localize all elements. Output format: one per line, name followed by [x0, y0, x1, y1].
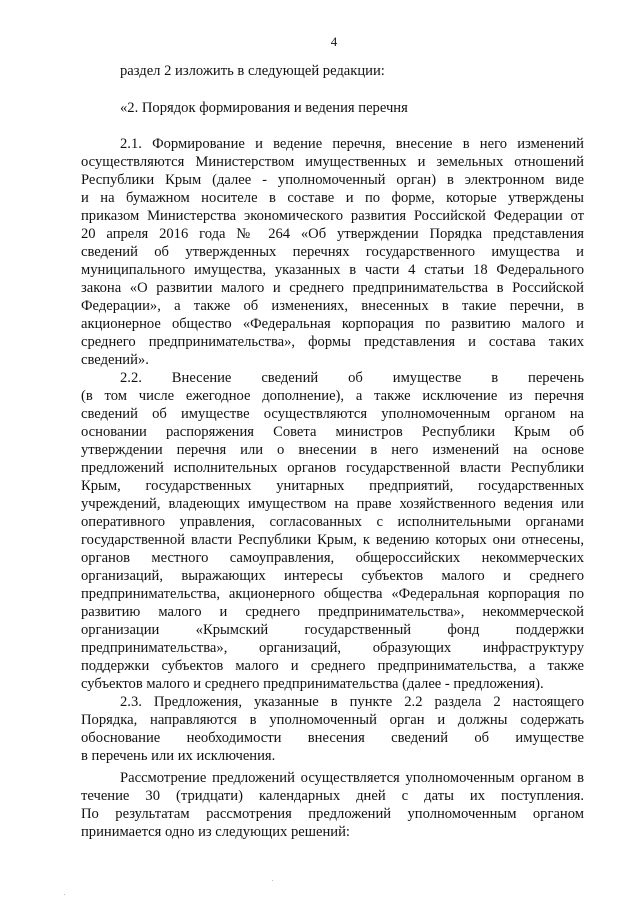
- text-line: субъектов малого и среднего предпринимательства (далее - предложения).: [81, 676, 544, 692]
- text-line: Федерации», а также об изменениях, внесенных в такие перечни, в: [81, 298, 584, 314]
- text-line: сведений об утвержденных перечнях государственного имущества и: [81, 244, 584, 260]
- intro-line: раздел 2 изложить в следующей редакции:: [120, 63, 385, 79]
- text-line: сведений об имуществе осуществляются уполномоченным органом на: [81, 406, 584, 422]
- text-line: в перечень или их исключения.: [81, 748, 276, 764]
- text-line: органов местного самоуправления, общероссийских некоммерческих: [81, 550, 584, 566]
- text-line: По результатам рассмотрения предложений уполномоченным органом: [81, 806, 584, 822]
- text-line: приказом Министерства экономического развития Российской Федерации от: [81, 208, 584, 224]
- text-line: предпринимательства», организаций, образующих инфраструктуру: [81, 640, 584, 656]
- section-title: «2. Порядок формирования и ведения перечня: [120, 100, 408, 116]
- text-line: Республики Крым (далее - уполномоченный орган) в электронном виде: [81, 172, 584, 188]
- text-line: предпринимательства, акционерного общества «Федеральная корпорация по: [81, 586, 584, 602]
- text-line: развитию малого и среднего предпринимательства», некоммерческой: [81, 604, 584, 620]
- text-line: утверждении перечня или о внесении в него изменений на основе: [81, 442, 584, 458]
- text-line: закона «О развитии малого и среднего предпринимательства в Российской: [81, 280, 584, 296]
- text-line: предложений исполнительных органов государственной власти Республики: [81, 460, 584, 476]
- text-line: государственной власти Республики Крым, к ведению которых они отнесены,: [81, 532, 584, 548]
- text-line: Крым, государственных унитарных предприятий, государственных: [81, 478, 584, 494]
- text-line: и на бумажном носителе в составе и по форме, которые утверждены: [81, 190, 584, 206]
- text-line: 2.3. Предложения, указанные в пункте 2.2 раздела 2 настоящего: [120, 694, 584, 710]
- scan-speck: [272, 880, 273, 881]
- page-number: 4: [330, 34, 338, 49]
- text-line: (в том числе ежегодное дополнение), а также исключение из перечня: [81, 388, 584, 404]
- text-line: сведений».: [81, 352, 149, 368]
- text-line: основании распоряжения Совета министров Республики Крым об: [81, 424, 584, 440]
- scan-speck: [64, 894, 65, 895]
- text-line: оперативного управления, согласованных с исполнительными органами: [81, 514, 584, 530]
- text-line: течение 30 (тридцати) календарных дней с даты их поступления.: [81, 788, 584, 804]
- text-line: организаций, выражающих интересы субъектов малого и среднего: [81, 568, 584, 584]
- text-line: учреждений, владеющих имуществом на праве хозяйственного ведения или: [81, 496, 584, 512]
- text-line: Рассмотрение предложений осуществляется уполномоченным органом в: [120, 770, 584, 786]
- text-line: акционерное общество «Федеральная корпорация по развитию малого и: [81, 316, 584, 332]
- text-line: обоснование необходимости внесения сведений об имуществе: [81, 730, 584, 746]
- text-line: принимается одно из следующих решений:: [81, 824, 350, 840]
- text-line: 20 апреля 2016 года № 264 «Об утверждении Порядка представления: [81, 226, 584, 242]
- text-line: Порядка, направляются в уполномоченный орган и должны содержать: [81, 712, 584, 728]
- text-line: 2.1. Формирование и ведение перечня, внесение в него изменений: [120, 136, 584, 152]
- text-line: поддержки субъектов малого и среднего предпринимательства, а также: [81, 658, 584, 674]
- text-line: осуществляются Министерством имущественных и земельных отношений: [81, 154, 584, 170]
- text-line: среднего предпринимательства», формы представления и состава таких: [81, 334, 584, 350]
- text-line: 2.2. Внесение сведений об имуществе в перечень: [120, 370, 584, 386]
- text-line: организации «Крымский государственный фонд поддержки: [81, 622, 584, 638]
- text-line: муниципального имущества, указанных в части 4 статьи 18 Федерального: [81, 262, 584, 278]
